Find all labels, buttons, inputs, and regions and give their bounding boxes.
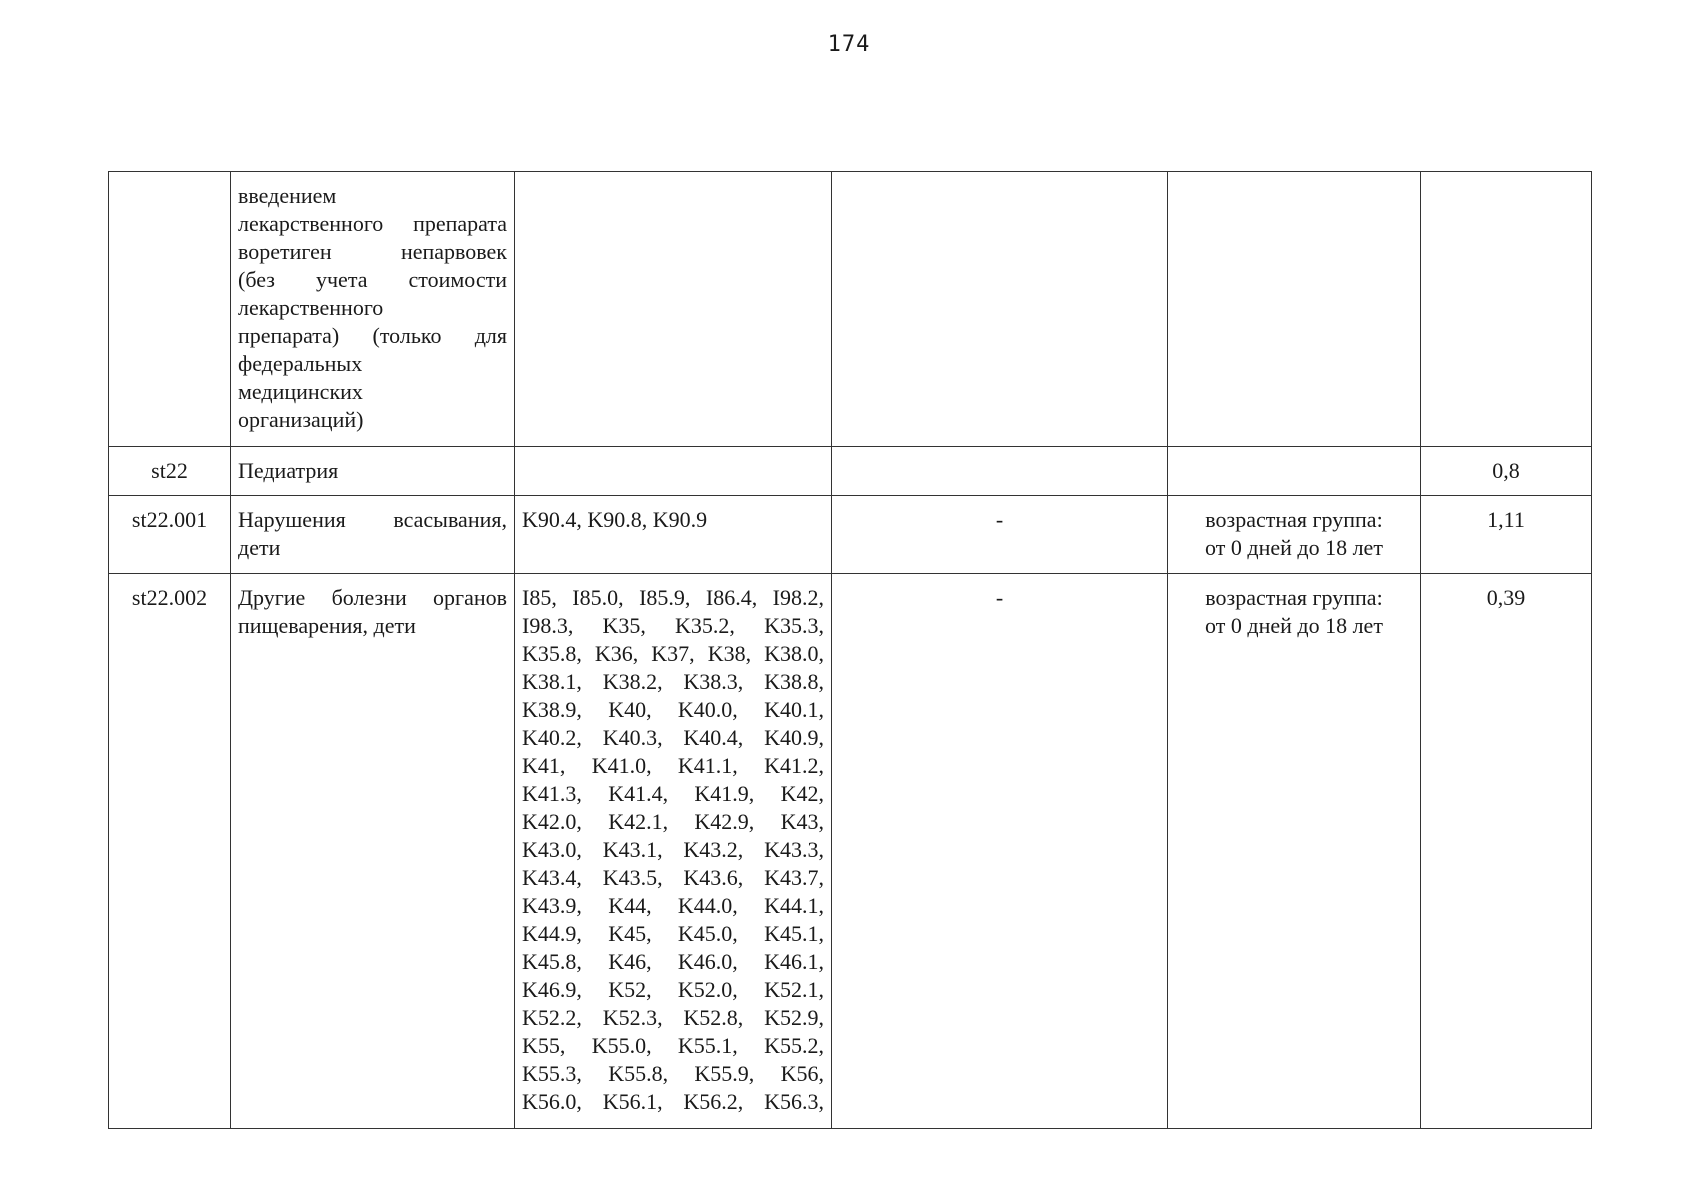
cell-line: лекарственного <box>238 295 384 320</box>
cell-line: K55, K55.0, K55.1, K55.2, <box>522 1033 824 1058</box>
row-additional-criteria: - <box>832 574 1168 1129</box>
cell-line: K90.4, K90.8, K90.9 <box>522 507 708 532</box>
cell-line: организаций) <box>238 407 364 432</box>
cell-line: K41.3, K41.4, K41.9, K42, <box>522 781 824 806</box>
cell-line: K56.0, K56.1, K56.2, K56.3, <box>522 1089 824 1114</box>
cell-line: K43.9, K44, K44.0, K44.1, <box>522 893 824 918</box>
cell-line: K52.2, K52.3, K52.8, K52.9, <box>522 1005 824 1030</box>
cell-line: от 0 дней до 18 лет <box>1205 535 1383 560</box>
cell-line: K44.9, K45, K45.0, K45.1, <box>522 921 824 946</box>
cell-line: Нарушения всасывания, <box>238 507 507 532</box>
cell-line: I85, I85.0, I85.9, I86.4, I98.2, <box>522 585 824 610</box>
cell-line: воретиген непарвовек <box>238 239 507 264</box>
row-additional-criteria: - <box>832 496 1168 574</box>
cell-line: K55.3, K55.8, K55.9, K56, <box>522 1061 824 1086</box>
cell-line: Другие болезни органов <box>238 585 507 610</box>
table-row <box>109 172 1592 447</box>
cell-line: возрастная группа: <box>1205 585 1383 610</box>
row-name <box>231 447 515 496</box>
cell-line: от 0 дней до 18 лет <box>1205 613 1383 638</box>
row-icd-codes <box>515 574 832 1129</box>
cell-line: (без учета стоимости <box>238 267 507 292</box>
cell-line: K42.0, K42.1, K42.9, K43, <box>522 809 824 834</box>
row-coefficient: 1,11 <box>1421 496 1592 574</box>
cell-line: K38.1, K38.2, K38.3, K38.8, <box>522 669 824 694</box>
cell-line: K43.0, K43.1, K43.2, K43.3, <box>522 837 824 862</box>
cell-line: K43.4, K43.5, K43.6, K43.7, <box>522 865 824 890</box>
cell-line: K41, K41.0, K41.1, K41.2, <box>522 753 824 778</box>
row-code <box>109 172 231 447</box>
cell-line: K38.9, K40, K40.0, K40.1, <box>522 697 824 722</box>
row-other-criteria <box>1168 447 1421 496</box>
page-number: 174 <box>827 32 871 57</box>
cell-line: дети <box>238 535 281 560</box>
table-row <box>109 447 1592 496</box>
cell-line: K45.8, K46, K46.0, K46.1, <box>522 949 824 974</box>
row-coefficient <box>1421 172 1592 447</box>
row-icd-codes <box>515 172 832 447</box>
table-body <box>109 172 1592 1129</box>
row-additional-criteria <box>832 172 1168 447</box>
row-additional-criteria <box>832 447 1168 496</box>
row-other-criteria <box>1168 496 1421 574</box>
cell-line: лекарственного препарата <box>238 211 507 236</box>
cell-line: Педиатрия <box>238 458 339 483</box>
cell-line: медицинских <box>238 379 363 404</box>
cell-line: препарата) (только для <box>238 323 507 348</box>
row-name <box>231 496 515 574</box>
cell-line: K40.2, K40.3, K40.4, K40.9, <box>522 725 824 750</box>
table-row <box>109 496 1592 574</box>
row-name <box>231 172 515 447</box>
cell-line: возрастная группа: <box>1205 507 1383 532</box>
row-code: st22.001 <box>109 496 231 574</box>
row-coefficient: 0,8 <box>1421 447 1592 496</box>
row-coefficient: 0,39 <box>1421 574 1592 1129</box>
table-row <box>109 574 1592 1129</box>
cell-line: K46.9, K52, K52.0, K52.1, <box>522 977 824 1002</box>
tariff-table <box>108 171 1592 1129</box>
row-code: st22.002 <box>109 574 231 1129</box>
cell-line: федеральных <box>238 351 363 376</box>
row-name <box>231 574 515 1129</box>
row-icd-codes <box>515 447 832 496</box>
cell-line: I98.3, K35, K35.2, K35.3, <box>522 613 824 638</box>
row-icd-codes <box>515 496 832 574</box>
row-other-criteria <box>1168 574 1421 1129</box>
cell-line: введением <box>238 183 337 208</box>
row-other-criteria <box>1168 172 1421 447</box>
cell-line: K35.8, K36, K37, K38, K38.0, <box>522 641 824 666</box>
cell-line: пищеварения, дети <box>238 613 416 638</box>
row-code: st22 <box>109 447 231 496</box>
